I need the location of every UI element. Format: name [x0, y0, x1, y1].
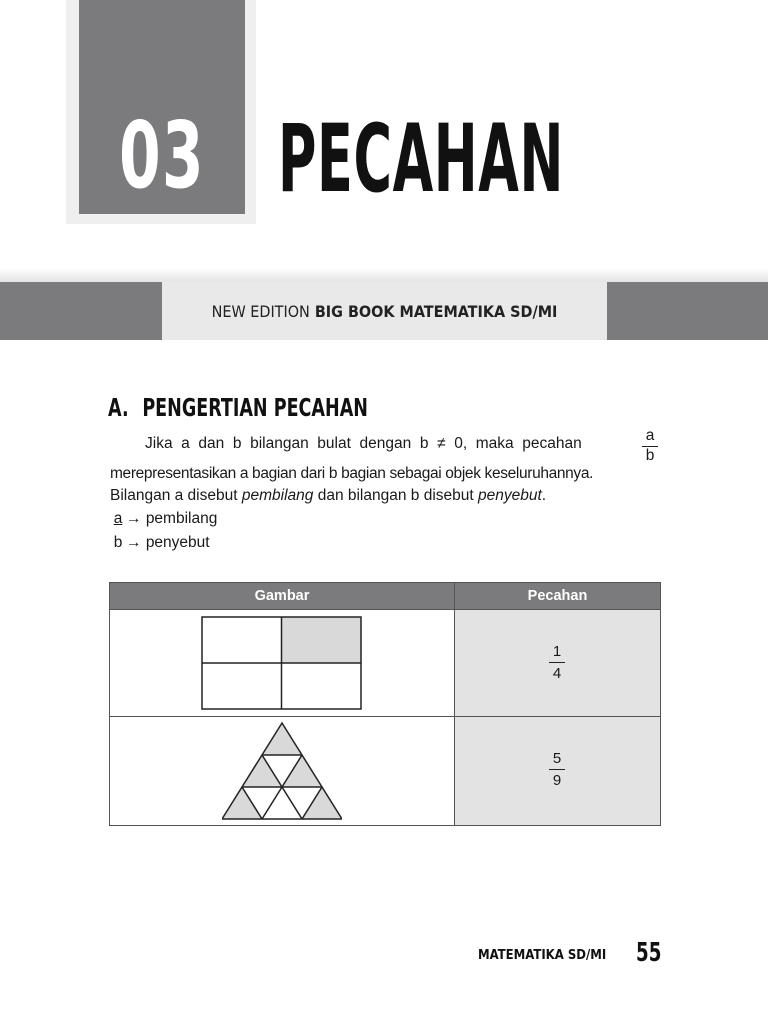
legend-b-letter: b: [113, 534, 123, 551]
term-pembilang: pembilang: [241, 487, 314, 504]
shaded-quarter: [281, 617, 361, 663]
chapter-number: 03: [119, 102, 205, 209]
legend-numerator: [110, 509, 217, 529]
fraction-five-ninths: [549, 750, 565, 789]
fraction-one-quarter: [549, 643, 565, 682]
band-right-block: [607, 282, 768, 340]
paragraph-line-3-start: Bilangan a disebut: [110, 487, 242, 504]
fraction-1-numerator: 1: [549, 643, 565, 663]
section-title: PENGERTIAN PECAHAN: [142, 393, 368, 422]
header-gambar: Gambar: [254, 588, 310, 604]
book-title-band: [162, 282, 607, 340]
legend-b-label: penyebut: [145, 534, 210, 551]
inline-fraction: [642, 427, 658, 465]
paragraph-line-2: merepresentasikan a bagian dari b bagian sebagai objek keseluruhannya.: [110, 465, 594, 482]
shaded-triangle: [262, 723, 302, 755]
fraction-1-denominator: 4: [552, 665, 562, 682]
legend-a-arrow: →: [126, 510, 142, 527]
section-number: A.: [108, 393, 129, 422]
header-pecahan: Pecahan: [527, 588, 588, 604]
shaded-triangle: [282, 755, 322, 787]
rectangle-quarters-figure: [201, 616, 363, 710]
band-book-title: BIG BOOK MATEMATIKA SD/MI: [314, 301, 558, 321]
legend-b-arrow: →: [126, 534, 142, 551]
inline-fraction-denominator: b: [645, 447, 655, 464]
legend-a-letter: a: [113, 510, 123, 527]
page-number: 55: [636, 938, 662, 968]
fraction-2-denominator: 9: [552, 772, 562, 789]
band-prefix: NEW EDITION: [211, 301, 310, 321]
shaded-triangle: [242, 755, 282, 787]
shaded-triangle: [222, 787, 262, 819]
legend-denominator: [110, 533, 210, 553]
fraction-table: [109, 582, 661, 826]
triangle-ninths-figure: [222, 721, 342, 823]
term-penyebut: penyebut: [478, 487, 542, 504]
section-heading: [108, 394, 368, 422]
paragraph-line-3-end: .: [541, 487, 547, 504]
legend-a-label: pembilang: [145, 510, 218, 527]
table-row-divider: [110, 716, 660, 717]
fraction-2-numerator: 5: [549, 750, 565, 770]
paragraph-line-1: Jika a dan b bilangan bulat dengan b ≠ 0, maka pecahan: [145, 435, 582, 452]
table-column-divider: [454, 583, 455, 825]
band-left-block: [0, 282, 162, 340]
paragraph-line-3-mid: dan bilangan b disebut: [313, 487, 478, 504]
inline-fraction-numerator: a: [642, 427, 658, 447]
band-shadow: [0, 268, 768, 282]
footer-book-label: MATEMATIKA SD/MI: [478, 948, 607, 963]
paragraph-line-3: [110, 486, 546, 506]
shaded-triangle: [302, 787, 342, 819]
chapter-title: PECAHAN: [278, 105, 564, 214]
